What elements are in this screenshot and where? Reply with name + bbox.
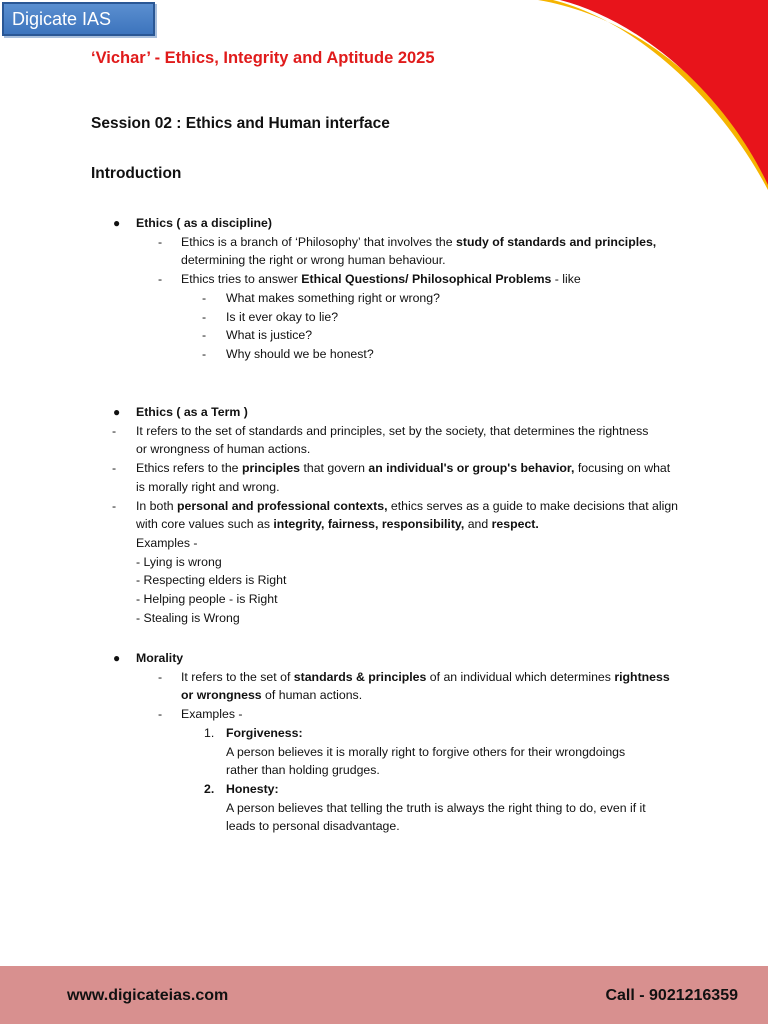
term-example: [136, 553, 678, 572]
dash-marker: -: [202, 346, 207, 361]
discipline-point-2: [158, 270, 656, 289]
corner-red-swoosh: [560, 0, 768, 185]
text-span: of an individual which determines: [426, 669, 615, 684]
bold-span: Honesty:: [226, 781, 279, 796]
question-text: Why should we be honest?: [226, 346, 374, 361]
bullet-icon: ●: [113, 651, 121, 665]
morality-section: [0, 649, 670, 836]
term-point-2-cont: [136, 478, 678, 497]
term-point-3-cont: [136, 515, 678, 534]
footer-bar: [0, 966, 768, 1024]
term-point-3: [112, 497, 679, 516]
text-span: with core values such as: [136, 517, 274, 532]
dash-marker: -: [158, 707, 163, 722]
dash-marker: -: [202, 328, 207, 343]
text-span: It refers to the set of standards and principles, set by the society, that determines the rightness: [136, 423, 649, 438]
session-heading: Session 02 : Ethics and Human interface: [91, 115, 390, 132]
text-span: Examples -: [136, 535, 198, 550]
bold-span: Forgiveness:: [226, 725, 303, 740]
dash-marker: -: [158, 669, 163, 684]
discipline-section: [0, 214, 657, 364]
text-span: rather than holding grudges.: [226, 763, 380, 778]
dash-marker: -: [158, 272, 163, 287]
morality-point-1-cont: [181, 686, 670, 705]
dash-marker: -: [158, 234, 163, 249]
call-number: Call - 9021216359: [605, 987, 738, 1004]
morality-example-1-text: [226, 743, 715, 762]
bold-span: rightness: [614, 669, 670, 684]
text-span: - Respecting elders is Right: [136, 573, 287, 588]
morality-heading: [113, 649, 625, 668]
text-span: Examples -: [181, 707, 243, 722]
text-span: and: [464, 517, 492, 532]
term-point-1: [112, 422, 678, 441]
question-text: Is it ever okay to lie?: [226, 309, 339, 324]
term-point-2: [112, 459, 678, 478]
bullet-icon: ●: [113, 216, 121, 230]
text-span: focusing on what: [574, 461, 671, 476]
morality-example-2-text-cont: [226, 817, 715, 836]
text-span: of human actions.: [261, 688, 363, 703]
bold-span: personal and professional contexts,: [177, 498, 388, 513]
dash-marker: -: [112, 498, 117, 513]
text-span: leads to personal disadvantage.: [226, 819, 400, 834]
text-span: is morally right and wrong.: [136, 479, 280, 494]
term-heading: [113, 403, 678, 422]
text-span: or wrongness of human actions.: [136, 442, 311, 457]
list-number: 2.: [204, 781, 215, 796]
term-examples-label: [136, 534, 678, 553]
website-link[interactable]: www.digicateias.com: [67, 987, 229, 1004]
term-section: [0, 403, 679, 627]
text-span: Ethics is a branch of ‘Philosophy’ that involves the: [181, 234, 457, 249]
dash-marker: -: [112, 461, 117, 476]
text-span: A person believes it is morally right to forgive others for their wrongdoings: [226, 744, 626, 759]
bold-span: standards & principles: [293, 669, 427, 684]
discipline-point-1-cont: [181, 251, 656, 270]
text-span: - Helping people - is Right: [136, 592, 278, 607]
discipline-point-1: [158, 233, 657, 252]
bold-span: or wrongness: [181, 688, 262, 703]
bullet-icon: ●: [113, 405, 121, 419]
morality-example-2-title: [204, 780, 715, 799]
morality-example-2-text: [226, 799, 715, 818]
bold-span: an individual's or group's behavior,: [368, 461, 575, 476]
text-span: ethics serves as a guide to make decisions that align: [387, 498, 679, 513]
question-item: [202, 308, 701, 327]
document-title: ‘Vichar’ - Ethics, Integrity and Aptitude 2025: [91, 49, 435, 67]
dash-marker: -: [202, 309, 207, 324]
morality-examples-label: [158, 705, 670, 724]
text-span: Ethics tries to answer: [181, 272, 302, 287]
question-item: [202, 326, 701, 345]
text-span: - like: [551, 272, 581, 287]
term-point-1-cont: [136, 440, 678, 459]
question-text: What makes something right or wrong?: [226, 290, 440, 305]
dash-marker: -: [112, 423, 117, 438]
text-span: that govern: [300, 461, 369, 476]
morality-heading-text: Morality: [136, 651, 184, 665]
bold-span: study of standards and principles,: [456, 234, 657, 249]
question-item: [202, 289, 701, 308]
term-example: [136, 590, 678, 609]
bold-span: Ethical Questions/ Philosophical Problems: [301, 272, 552, 287]
morality-example-1-text-cont: [226, 761, 715, 780]
question-text: What is justice?: [226, 328, 313, 343]
dash-marker: -: [202, 290, 207, 305]
morality-point-1: [158, 668, 670, 687]
discipline-heading-text: Ethics ( as a discipline): [136, 216, 272, 230]
bold-span: respect.: [491, 517, 539, 532]
text-span: It refers to the set of: [181, 669, 294, 684]
bold-span: principles: [241, 461, 301, 476]
text-span: - Stealing is Wrong: [136, 610, 240, 625]
text-span: In both: [136, 498, 178, 513]
discipline-heading: [113, 214, 611, 233]
bold-span: integrity, fairness, responsibility,: [273, 517, 465, 532]
logo: Digicate IAS: [2, 2, 155, 36]
text-span: - Lying is wrong: [136, 554, 222, 569]
section-heading: Introduction: [91, 165, 182, 182]
term-example: [136, 609, 678, 628]
text-span: Ethics refers to the: [136, 461, 242, 476]
term-example: [136, 571, 678, 590]
question-item: [202, 345, 701, 364]
corner-swoosh-decoration: [538, 0, 768, 190]
list-number: 1.: [204, 725, 215, 740]
text-span: determining the right or wrong human behaviour.: [181, 253, 446, 268]
morality-example-1-title: [204, 724, 715, 743]
text-span: A person believes that telling the truth is always the right thing to do, even if it: [226, 800, 646, 815]
term-heading-text: Ethics ( as a Term ): [136, 405, 248, 419]
